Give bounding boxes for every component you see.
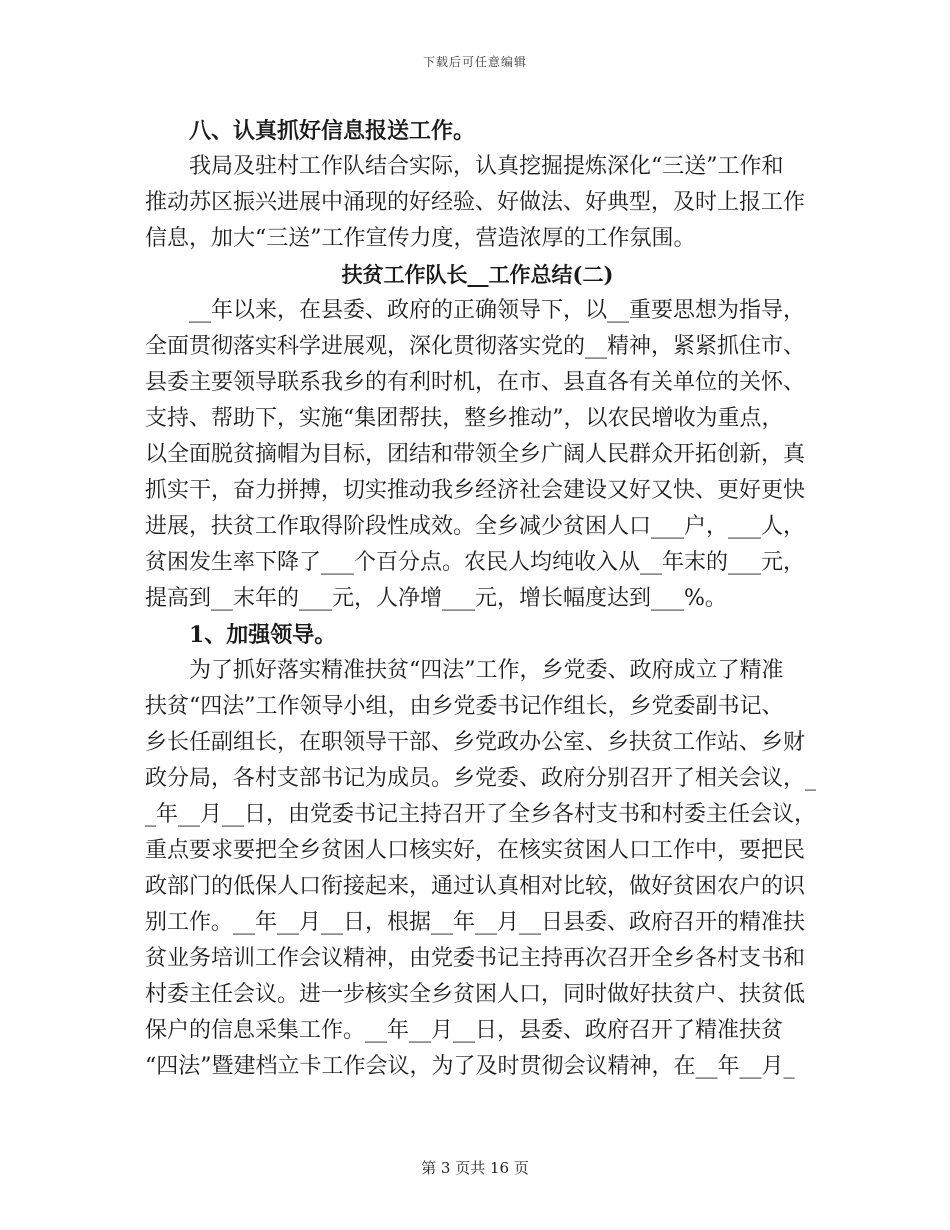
text-line: 支持、帮助下，实施“集团帮扶，整乡推动”，以农民增收为重点，	[145, 406, 784, 431]
text-line: 重点要求要把全乡贫困人口核实好，在核实贫困人口工作中，要把民	[145, 838, 806, 863]
text-line: 贫业务培训工作会议精神，由党委书记主持再次召开全乡各村支书和	[145, 946, 806, 971]
text-line: 提高到__末年的___元，人净增___元，增长幅度达到___%。	[145, 586, 727, 611]
text-line: 进展，扶贫工作取得阶段性成效。全乡减少贫困人口___户，___人，	[145, 514, 806, 539]
text-line: 抓实干，奋力拼搏，切实推动我乡经济社会建设又好又快、更好更快	[145, 478, 806, 503]
text-line: 政分局，各村支部书记为成员。乡党委、政府分别召开了相关会议，_	[145, 766, 817, 791]
document-body	[145, 113, 817, 1085]
text-line: _年__月__日，由党委书记主持召开了全乡各村支书和村委主任会议，	[145, 802, 817, 827]
text-line: 保户的信息采集工作。__年__月__日，县委、政府召开了精准扶贫	[145, 1018, 784, 1043]
text-line: 贫困发生率下降了___个百分点。农民人均纯收入从__年末的___元，	[145, 550, 806, 575]
text-line: 推动苏区振兴进展中涌现的好经验、好做法、好典型，及时上报工作	[145, 190, 806, 215]
text-line: 县委主要领导联系我乡的有利时机，在市、县直各有关单位的关怀、	[145, 370, 806, 395]
text-line: 信息，加大“三送”工作宣传力度，营造浓厚的工作氛围。	[145, 226, 696, 251]
text-line: 乡长任副组长，在职领导干部、乡党政办公室、乡扶贫工作站、乡财	[145, 730, 806, 755]
header-note: 下载后可任意编辑	[422, 55, 527, 69]
text-line: 为了抓好落实精准扶贫“四法”工作，乡党委、政府成立了精准	[189, 658, 784, 683]
section-title: 扶贫工作队长__工作总结(二)	[341, 262, 614, 287]
text-line: 别工作。__年__月__日，根据__年__月__日县委、政府召开的精准扶	[145, 910, 806, 935]
text-line: 政部门的低保人口衔接起来，通过认真相对比较，做好贫困农户的识	[145, 874, 806, 899]
text-line: 我局及驻村工作队结合实际，认真挖掘提炼深化“三送”工作和	[189, 154, 784, 179]
text-line: __年以来，在县委、政府的正确领导下，以__重要思想为指导，	[189, 298, 806, 323]
text-line: 全面贯彻落实科学进展观，深化贯彻落实党的__精神，紧紧抓住市、	[145, 334, 806, 359]
text-line: “四法”暨建档立卡工作会议，为了及时贯彻会议精神，在__年__月_	[145, 1054, 795, 1079]
text-line: 村委主任会议。进一步核实全乡贫困人口，同时做好扶贫户、扶贫低	[145, 982, 806, 1007]
page-number: 第 3 页共 16 页	[421, 1159, 529, 1177]
section-heading: 1、加强领导。	[189, 622, 337, 648]
text-line: 以全面脱贫摘帽为目标，团结和带领全乡广阔人民群众开拓创新，真	[145, 442, 806, 467]
text-line: 扶贫“四法”工作领导小组，由乡党委书记作组长，乡党委副书记、	[145, 694, 784, 719]
section-heading: 八、认真抓好信息报送工作。	[189, 118, 476, 144]
